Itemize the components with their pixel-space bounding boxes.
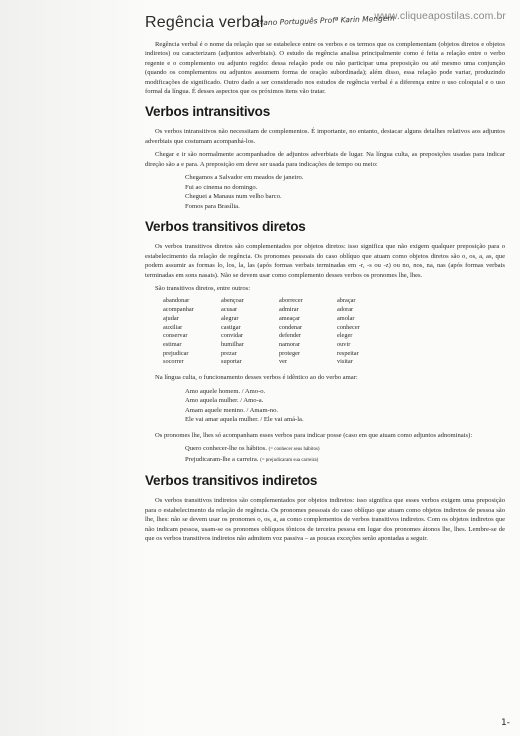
paragraph: Os pronomes lhe, lhes só acompanham esses verbos para indicar posse (caso em que atuam como adjuntos adnominais): [155,431,473,439]
verb-cell: namorar [279,340,300,348]
example-line: Amam aquele menino. / Amam-no. [185,406,279,414]
intro-paragraph: Regência verbal é o nome da relação que se estabelece entre os verbos e os termos que os complementam (objetos diretos e objetos indiretos) ou caracterizam (adjuntos adverbiais). O estudo da regência analisa principalmente como é feita a relação entre o verbo regente e o complemento ou adjunto regido: dessa relação pode ou não participar uma preposição ou até mesmo uma conjunção (quando os complementos ou adjuntos assumem forma de oração subordinada); além disso, essa relação pode variar, produzindo modificações de significado. Outro dado a ser considerado nos estudos de regência verbal é a diferença entre o uso coloquial e o uso formal da língua. É desses aspectos que os próximos itens vão tratar. [145,41,505,96]
verb-cell: prejudicar [163,349,189,357]
paragraph: Na língua culta, o funcionamento desses verbos é idêntico ao do verbo amar: [155,374,358,382]
example-text: Quero conhecer-lhe os hábitos. [185,445,267,453]
example-line: Amo aquele homem. / Amo-o. [185,387,266,395]
verb-cell: conservar [163,332,188,340]
verb-cell: socorrer [163,358,184,366]
watermark-url: www.cliqueapostilas.com.br [374,10,506,22]
verb-cell: castigar [221,323,241,331]
example-line: Cheguei a Manaus num velho barco. [185,193,282,201]
paragraph: Os verbos transitivos indiretos são complementados por objetos indiretos: isso significa que esses verbos exigem uma preposição para o estabelecimento da relação de regência. Os pronomes pessoais do caso oblíquo que atuam como objetos indiretos de pessoa são lhe, lhes: não se devem usar os pronomes o, os, a, as como complementos de verbos transitivos indiretos. Com os objetos indiretos que não indicam pessoa, usam-se os pronomes oblíquos tônicos de terceira pessoa em lugar dos pronomes átonos lhe, lhes. Lembre-se de que os verbos transitivos indiretos não admitem voz passiva – as poucas exceções serão apontadas a seguir. [145,497,505,543]
paragraph: Chegar e ir são normalmente acompanhados de adjuntos adverbiais de lugar. Na língua culta, as preposições usadas para indicar direção são a e para. A preposição em deve ser usada para indicações de tempo ou meio: [145,151,505,168]
verb-cell: ver [279,358,288,366]
example-list [185,387,505,425]
title-row [145,14,505,36]
verb-cell: eleger [337,332,353,340]
example-note: (= prejudicaram sua carreira) [260,457,319,463]
example-list [185,173,505,211]
verb-cell: suportar [221,358,242,366]
example-line: Chegamos a Salvador em meados de janeiro. [185,174,304,182]
section-heading-intransitivos: Verbos intransitivos [145,104,271,120]
paragraph: Os verbos intransitivos não necessitam de complementos. É importante, no entanto, destacar alguns detalhes relativos aos adjuntos adverbiais que costumam acompanhá-los. [145,128,505,145]
verb-cell: prezar [221,349,237,357]
verb-cell: abençoar [221,297,244,305]
example-line: Amo aquela mulher. / Amo-a. [185,397,264,405]
verb-cell: acusar [221,306,238,314]
paragraph: Os verbos transitivos diretos são complementados por objetos diretos: isso significa que não exigem qualquer preposição para o estabelecimento da relação de regência. Os pronomes pessoais do caso oblíquo que atuam como objetos diretos são o, os, a, as, que podem assumir as formas lo, los, la, las (após formas verbais terminadas em -r, -s ou -z) ou no, nos, na, nas (após formas verbais terminadas em sons nasais). Não se devem usar como complemento desses verbos os pronomes lhe, lhes. [145,243,505,279]
verb-cell: aborrecer [279,297,303,305]
verb-cell: abandonar [163,297,190,305]
verb-cell: estimar [163,340,182,348]
verb-cell: abraçar [337,297,356,305]
document-body [145,40,505,548]
verb-table [163,297,505,367]
example-line [185,455,505,466]
verb-cell: ouvir [337,340,351,348]
verb-cell: respeitar [337,349,359,357]
example-note: (= conhecer seus hábitos) [268,447,320,453]
example-line: Fui ao cinema no domingo. [185,183,258,191]
verb-cell: defender [279,332,302,340]
verb-cell: humilhar [221,340,244,348]
verb-cell: admirar [279,306,299,314]
verb-cell: convidar [221,332,244,340]
section-heading-transitivos-indiretos: Verbos transitivos indiretos [145,473,318,489]
example-line: Ele vai amar aquela mulher. / Ele vai amá-la. [185,416,304,424]
verb-cell: ajudar [163,314,179,322]
page-number: 1- [501,718,510,728]
verb-cell: ameaçar [279,314,300,322]
possession-example-list [185,444,505,465]
verb-cell: condenar [279,323,303,331]
verb-cell: adorar [337,306,354,314]
verb-cell: auxiliar [163,323,183,331]
verb-cell: acompanhar [163,306,194,314]
handwritten-note: 3ºano Português Profª Karin Mengem [254,13,395,28]
list-intro: São transitivos diretos, entre outros: [155,285,251,293]
page-shadow [0,0,150,736]
page-title: Regência verbal [145,14,264,31]
verb-cell: alegrar [221,314,239,322]
verb-cell: amolar [337,314,355,322]
example-text: Prejudicaram-lhe a carreira. [185,455,259,463]
example-line [185,444,505,455]
example-line: Fomos para Brasília. [185,202,240,210]
verb-cell: proteger [279,349,300,357]
verb-cell: visitar [337,358,353,366]
section-heading-transitivos-diretos: Verbos transitivos diretos [145,219,306,235]
verb-cell: conhecer [337,323,360,331]
